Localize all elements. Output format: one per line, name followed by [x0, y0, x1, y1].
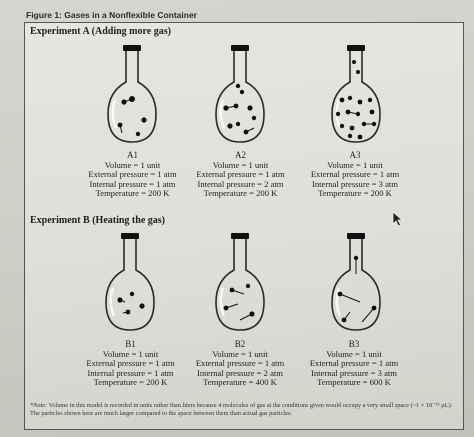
- footnote: [30, 402, 455, 418]
- external-pressure-text: External pressure = 1 atm: [309, 358, 399, 369]
- flask-a2: [210, 42, 270, 148]
- internal-pressure-text: Internal pressure = 1 atm: [87, 367, 174, 378]
- volume-text: Volume = 1 unit: [326, 348, 382, 359]
- flask-label: B3: [348, 339, 360, 349]
- volume-text: Volume = 1 unit: [212, 348, 268, 359]
- caption-a1: [80, 151, 185, 199]
- flask-label: A2: [235, 150, 246, 160]
- flask-b3: [326, 230, 386, 336]
- experiment-a-heading: Experiment A (Adding more gas): [30, 26, 171, 37]
- internal-pressure-text: Internal pressure = 2 atm: [197, 367, 283, 378]
- caption-b1: [78, 340, 183, 388]
- temperature-text: Temperature = 400 K: [203, 377, 277, 388]
- flask-label: A3: [349, 150, 361, 160]
- temperature-text: Temperature = 200 K: [95, 188, 170, 199]
- external-pressure-text: External pressure = 1 atm: [88, 169, 177, 180]
- internal-pressure-text: Internal pressure = 2 atm: [197, 178, 284, 189]
- mouse-cursor-icon: [392, 211, 404, 227]
- flask-b2: [210, 230, 270, 336]
- caption-a2: [188, 151, 293, 199]
- caption-b2: [186, 340, 294, 388]
- flask-a1: [102, 42, 162, 148]
- volume-text: Volume = 1 unit: [212, 159, 269, 170]
- flask-label: B2: [234, 339, 246, 349]
- figure-title: Figure 1: Gases in a Nonflexible Container: [26, 10, 197, 20]
- external-pressure-text: External pressure = 1 atm: [86, 358, 175, 369]
- volume-text: Volume = 1 unit: [104, 159, 161, 170]
- flask-label: A1: [127, 150, 138, 160]
- caption-b3: [298, 340, 410, 388]
- experiment-b-heading: Experiment B (Heating the gas): [30, 215, 165, 226]
- footnote-prefix: *Note:: [30, 402, 48, 409]
- temperature-text: Temperature = 200 K: [318, 188, 392, 199]
- external-pressure-text: External pressure = 1 atm: [195, 358, 285, 369]
- footnote-text: Volume in this model is recorded in units rather than liters because 4 molecules of gas at the conditions given would occupy a very small space (~1 × 10⁻¹⁹ µL). The particles shown here are much larger compared to the space between them than actual gas particles.: [30, 402, 453, 417]
- flask-b1: [100, 230, 160, 336]
- flask-label: B1: [125, 339, 136, 349]
- temperature-text: Temperature = 200 K: [203, 188, 278, 199]
- flask-a3: [326, 42, 386, 148]
- internal-pressure-text: Internal pressure = 3 atm: [311, 367, 397, 378]
- temperature-text: Temperature = 200 K: [93, 377, 168, 388]
- volume-text: Volume = 1 unit: [327, 159, 383, 170]
- volume-text: Volume = 1 unit: [102, 348, 159, 359]
- external-pressure-text: External pressure = 1 atm: [196, 169, 285, 180]
- internal-pressure-text: Internal pressure = 1 atm: [89, 178, 176, 189]
- temperature-text: Temperature = 600 K: [317, 377, 391, 388]
- internal-pressure-text: Internal pressure = 3 atm: [312, 178, 398, 189]
- caption-a3: [300, 151, 410, 199]
- external-pressure-text: External pressure = 1 atm: [310, 169, 400, 180]
